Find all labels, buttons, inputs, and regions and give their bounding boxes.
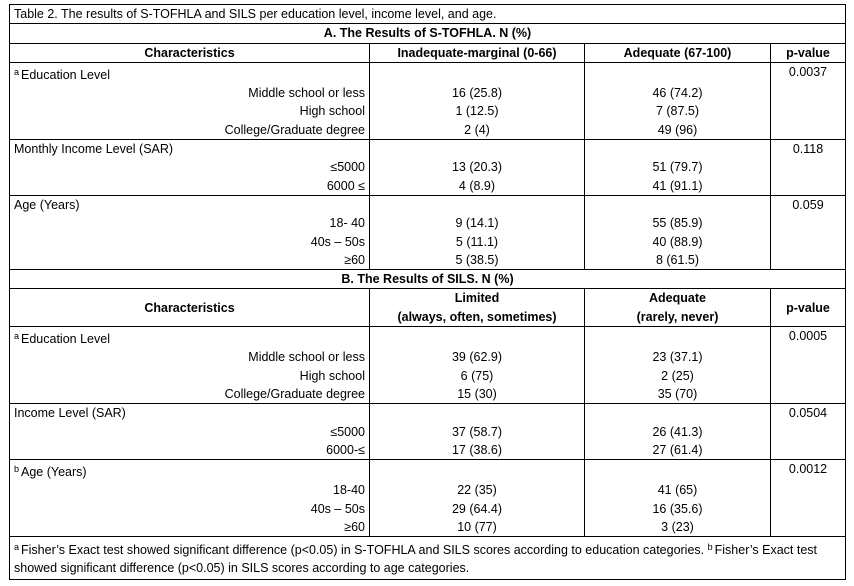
empty-cell [585,195,771,214]
row-label: ≤5000 [10,423,370,441]
group-label [10,460,370,482]
value-cell: 16 (25.8) [370,84,585,102]
column-header-row [10,43,846,62]
header-col1-line1: Limited [454,291,500,306]
row-label: ≥60 [10,251,370,270]
table-row [10,84,846,102]
section-title: B. The Results of SILS. N (%) [10,270,846,289]
value-cell: 49 (96) [585,121,771,140]
value-cell: 40 (88.9) [585,233,771,251]
value-cell: 37 (58.7) [370,423,585,441]
group-row [10,62,846,84]
empty-cell [370,195,585,214]
empty-cell [585,327,771,349]
footnote-b-marker: b [707,542,713,553]
table-row [10,423,846,441]
row-label: College/Graduate degree [10,121,370,140]
table-row [10,251,846,270]
footnote-a-text: Fisher’s Exact test showed significant difference (p<0.05) in S-TOFHLA and SILS scores according to education categories. [21,543,705,558]
value-cell: 15 (30) [370,385,585,404]
value-cell: 35 (70) [585,385,771,404]
footnote-marker: b [14,464,20,475]
footnote-a-marker: a [14,542,20,553]
row-label: 18-40 [10,481,370,499]
group-label [10,327,370,349]
empty-cell [370,460,585,482]
group-label-text: Education Level [21,332,110,347]
results-table-body [10,5,846,580]
value-cell: 51 (79.7) [585,158,771,176]
group-label-text: Monthly Income Level (SAR) [14,142,174,157]
value-cell: 22 (35) [370,481,585,499]
group-row [10,195,846,214]
header-col2: Adequate (67-100) [585,43,771,62]
value-cell: 41 (91.1) [585,177,771,196]
empty-cell [370,327,585,349]
value-cell: 39 (62.9) [370,348,585,366]
group-label [10,195,370,214]
value-cell: 55 (85.9) [585,214,771,232]
value-cell: 46 (74.2) [585,84,771,102]
results-table [9,4,846,580]
p-value-cell: 0.0504 [771,404,846,460]
group-row [10,140,846,159]
row-label: 6000-≤ [10,441,370,460]
group-row [10,404,846,423]
header-characteristics: Characteristics [10,289,370,327]
value-cell: 17 (38.6) [370,441,585,460]
value-cell: 41 (65) [585,481,771,499]
table-row [10,518,846,537]
value-cell: 27 (61.4) [585,441,771,460]
table-row [10,214,846,232]
table-title: Table 2. The results of S-TOFHLA and SILS per education level, income level, and age. [10,5,846,24]
value-cell: 2 (25) [585,367,771,385]
group-label [10,62,370,84]
group-label [10,404,370,423]
table-row [10,385,846,404]
group-label [10,140,370,159]
value-cell: 23 (37.1) [585,348,771,366]
header-col2 [585,289,771,327]
group-row [10,327,846,349]
p-value-cell: 0.0012 [771,460,846,537]
value-cell: 9 (14.1) [370,214,585,232]
value-cell: 16 (35.6) [585,500,771,518]
column-header-row [10,289,846,327]
row-label: 40s – 50s [10,233,370,251]
section-title-row [10,270,846,289]
table-row [10,500,846,518]
results-table-wrapper [9,4,845,580]
empty-cell [370,404,585,423]
header-col1 [370,289,585,327]
footnote [10,537,846,580]
table-row [10,233,846,251]
value-cell: 13 (20.3) [370,158,585,176]
table-row [10,102,846,120]
row-label: College/Graduate degree [10,385,370,404]
empty-cell [585,62,771,84]
value-cell: 29 (64.4) [370,500,585,518]
table-row [10,177,846,196]
value-cell: 26 (41.3) [585,423,771,441]
row-label: 40s – 50s [10,500,370,518]
table-row [10,441,846,460]
table-title-row [10,5,846,24]
group-label-text: Age (Years) [14,197,80,212]
row-label: ≤5000 [10,158,370,176]
value-cell: 2 (4) [370,121,585,140]
empty-cell [370,140,585,159]
footnote-marker: a [14,66,20,77]
row-label: High school [10,367,370,385]
header-characteristics: Characteristics [10,43,370,62]
group-label-text: Education Level [21,67,110,82]
p-value-cell: 0.059 [771,195,846,269]
footnote-marker: a [14,331,20,342]
group-label-text: Income Level (SAR) [14,406,126,421]
value-cell: 1 (12.5) [370,102,585,120]
value-cell: 4 (8.9) [370,177,585,196]
value-cell: 8 (61.5) [585,251,771,270]
footnote-row [10,537,846,580]
row-label: 6000 ≤ [10,177,370,196]
empty-cell [585,404,771,423]
header-pvalue: p-value [771,289,846,327]
row-label: ≥60 [10,518,370,537]
header-pvalue: p-value [771,43,846,62]
empty-cell [585,460,771,482]
group-row [10,460,846,482]
empty-cell [585,140,771,159]
row-label: High school [10,102,370,120]
row-label: 18- 40 [10,214,370,232]
value-cell: 5 (38.5) [370,251,585,270]
header-col2-line2: (rarely, never) [636,309,719,324]
header-col2-line1: Adequate [649,291,706,306]
row-label: Middle school or less [10,84,370,102]
table-row [10,158,846,176]
p-value-cell: 0.0037 [771,62,846,139]
table-row [10,348,846,366]
value-cell: 6 (75) [370,367,585,385]
row-label: Middle school or less [10,348,370,366]
value-cell: 7 (87.5) [585,102,771,120]
group-label-text: Age (Years) [21,465,87,480]
header-col1: Inadequate-marginal (0-66) [370,43,585,62]
section-title: A. The Results of S-TOFHLA. N (%) [10,24,846,43]
value-cell: 5 (11.1) [370,233,585,251]
section-title-row [10,24,846,43]
value-cell: 3 (23) [585,518,771,537]
empty-cell [370,62,585,84]
footnote-b-text: Fisher’s Exact test showed significant difference (p<0.05) in SILS scores according to age categories. [14,543,817,576]
table-row [10,367,846,385]
header-col1-line2: (always, often, sometimes) [397,309,557,324]
value-cell: 10 (77) [370,518,585,537]
p-value-cell: 0.118 [771,140,846,196]
p-value-cell: 0.0005 [771,327,846,404]
table-row [10,481,846,499]
table-row [10,121,846,140]
